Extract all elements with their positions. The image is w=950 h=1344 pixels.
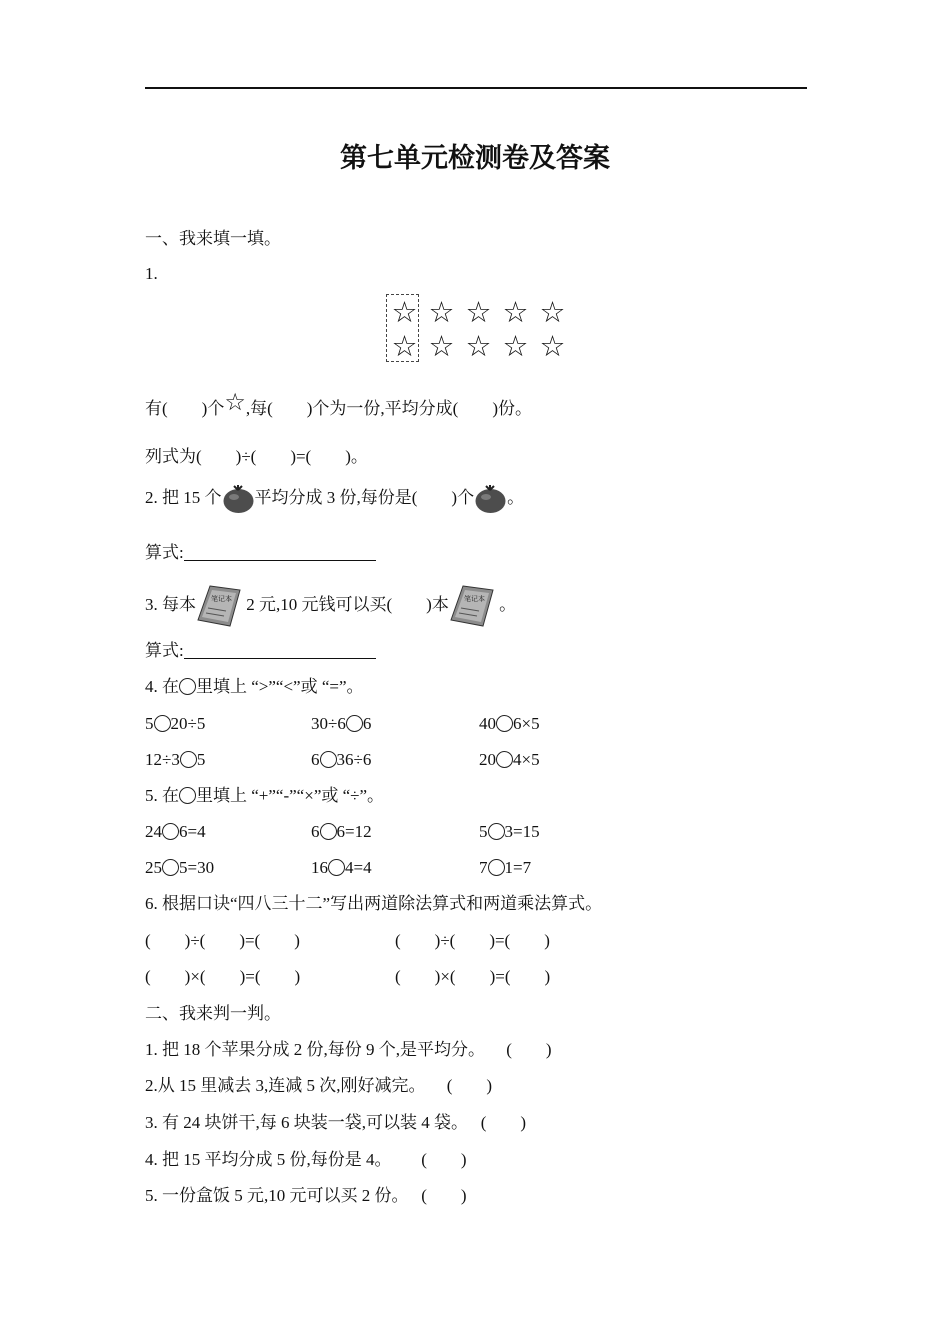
operator-blank[interactable] bbox=[162, 859, 179, 876]
q1-number: 1. bbox=[145, 264, 158, 283]
q4-left: 6 bbox=[311, 750, 320, 769]
q6-division-2[interactable]: ( )÷( )=( ) bbox=[395, 931, 550, 950]
operator-blank[interactable] bbox=[328, 859, 345, 876]
q5-right: 6=12 bbox=[336, 822, 372, 841]
q1-line2: 列式为( )÷( )=( )。 bbox=[145, 447, 368, 466]
q4-instruction bbox=[145, 678, 364, 695]
q1-line1-text-b: ,每( )个为一份,平均分成( )份。 bbox=[245, 399, 532, 418]
q5-left: 16 bbox=[311, 858, 328, 877]
q4-right: 4×5 bbox=[513, 750, 540, 769]
operator-blank[interactable] bbox=[320, 823, 337, 840]
q5-item bbox=[311, 823, 372, 840]
star-icon: ☆ bbox=[465, 329, 492, 363]
q4-item bbox=[311, 715, 371, 732]
section2-heading: 二、我来判一判。 bbox=[145, 1004, 281, 1023]
q4-left: 12÷3 bbox=[145, 750, 180, 769]
q5-instruction-a: 5. 在 bbox=[145, 786, 179, 805]
q4-right: 5 bbox=[196, 750, 206, 769]
q1-line1 bbox=[145, 390, 532, 417]
header-rule bbox=[145, 87, 807, 89]
q4-right: 6×5 bbox=[513, 714, 540, 733]
q4-left: 5 bbox=[145, 714, 154, 733]
q4-item bbox=[311, 751, 371, 768]
q4-left: 40 bbox=[479, 714, 496, 733]
star-icon: ☆ bbox=[539, 329, 566, 363]
q4-item bbox=[479, 751, 540, 768]
q4-left: 30÷6 bbox=[311, 714, 346, 733]
q5-item bbox=[479, 859, 531, 876]
q3-formula-label: 算式: bbox=[145, 641, 184, 660]
notebook-icon bbox=[196, 584, 242, 628]
judge-item[interactable]: 4. 把 15 平均分成 5 份,每份是 4。 ( ) bbox=[145, 1150, 467, 1169]
q6-instruction: 6. 根据口诀“四八三十二”写出两道除法算式和两道乘法算式。 bbox=[145, 894, 603, 913]
star-icon: ☆ bbox=[502, 295, 529, 329]
circle-blank-icon bbox=[179, 678, 196, 695]
q5-instruction bbox=[145, 787, 384, 804]
q5-item bbox=[311, 859, 372, 876]
q6-multiplication-1[interactable]: ( )×( )=( ) bbox=[145, 967, 301, 986]
compare-blank[interactable] bbox=[496, 715, 513, 732]
operator-blank[interactable] bbox=[488, 859, 505, 876]
circle-blank-icon bbox=[179, 787, 196, 804]
q5-left: 25 bbox=[145, 858, 162, 877]
q3-text-c: 。 bbox=[494, 595, 517, 614]
q4-item bbox=[145, 751, 205, 768]
q4-left: 20 bbox=[479, 750, 496, 769]
star-icon: ☆ bbox=[391, 329, 418, 363]
q4-item bbox=[145, 715, 205, 732]
q4-instruction-a: 4. 在 bbox=[145, 677, 179, 696]
q2-formula bbox=[145, 544, 376, 561]
judge-item[interactable]: 5. 一份盒饭 5 元,10 元可以买 2 份。 ( ) bbox=[145, 1186, 467, 1205]
compare-blank[interactable] bbox=[154, 715, 171, 732]
q4-instruction-b: 里填上 “>”“<”或 “=”。 bbox=[196, 677, 364, 696]
q5-item bbox=[145, 859, 214, 876]
q4-right: 20÷5 bbox=[170, 714, 206, 733]
answer-line[interactable] bbox=[184, 643, 376, 659]
answer-line[interactable] bbox=[184, 545, 376, 561]
q5-right: 4=4 bbox=[345, 858, 372, 877]
judge-item[interactable]: 1. 把 18 个苹果分成 2 份,每份 9 个,是平均分。 ( ) bbox=[145, 1040, 552, 1059]
compare-blank[interactable] bbox=[346, 715, 363, 732]
compare-blank[interactable] bbox=[320, 751, 337, 768]
notebook-icon bbox=[449, 584, 495, 628]
q5-instruction-b: 里填上 “+”“-”“×”或 “÷”。 bbox=[196, 786, 385, 805]
q6-division-1[interactable]: ( )÷( )=( ) bbox=[145, 931, 300, 950]
q5-right: 3=15 bbox=[504, 822, 540, 841]
tomato-icon bbox=[222, 484, 255, 514]
q2-formula-label: 算式: bbox=[145, 543, 184, 562]
q5-right: 5=30 bbox=[179, 858, 215, 877]
page-title: 第七单元检测卷及答案 bbox=[340, 143, 610, 174]
star-grid bbox=[386, 296, 571, 364]
q4-item bbox=[479, 715, 540, 732]
judge-item[interactable]: 2.从 15 里减去 3,连减 5 次,刚好减完。 ( ) bbox=[145, 1076, 493, 1095]
operator-blank[interactable] bbox=[488, 823, 505, 840]
operator-blank[interactable] bbox=[162, 823, 179, 840]
q5-left: 7 bbox=[479, 858, 488, 877]
q2-line bbox=[145, 480, 524, 516]
q5-left: 6 bbox=[311, 822, 320, 841]
star-icon: ☆ bbox=[428, 329, 455, 363]
q5-right: 1=7 bbox=[504, 858, 532, 877]
q5-item bbox=[145, 823, 206, 840]
q3-text-a: 3. 每本 bbox=[145, 595, 196, 614]
q4-right: 6 bbox=[362, 714, 372, 733]
q2-text-c: 。 bbox=[507, 488, 525, 507]
compare-blank[interactable] bbox=[496, 751, 513, 768]
star-icon: ☆ bbox=[391, 295, 418, 329]
tomato-icon bbox=[474, 484, 507, 514]
star-icon: ☆ bbox=[465, 295, 492, 329]
q4-right: 36÷6 bbox=[336, 750, 372, 769]
compare-blank[interactable] bbox=[180, 751, 197, 768]
notebook-label: 笔记本 bbox=[211, 595, 232, 604]
star-icon: ☆ bbox=[539, 295, 566, 329]
notebook-label: 笔记本 bbox=[463, 595, 485, 604]
star-icon: ☆ bbox=[224, 388, 246, 416]
q1-line1-text-a: 有( )个 bbox=[145, 399, 225, 418]
q6-multiplication-2[interactable]: ( )×( )=( ) bbox=[395, 967, 551, 986]
q3-formula bbox=[145, 642, 376, 659]
star-icon: ☆ bbox=[428, 295, 455, 329]
q5-left: 5 bbox=[479, 822, 488, 841]
q2-text-b: 平均分成 3 份,每份是( )个 bbox=[254, 488, 475, 507]
q5-left: 24 bbox=[145, 822, 162, 841]
q3-line bbox=[145, 580, 516, 630]
q2-text-a: 2. 把 15 个 bbox=[145, 488, 222, 507]
q5-right: 6=4 bbox=[179, 822, 206, 841]
q5-item bbox=[479, 823, 540, 840]
q3-text-b: 2 元,10 元钱可以买( )本 bbox=[242, 595, 449, 614]
section1-heading: 一、我来填一填。 bbox=[145, 229, 281, 248]
judge-item[interactable]: 3. 有 24 块饼干,每 6 块装一袋,可以装 4 袋。 ( ) bbox=[145, 1113, 527, 1132]
star-icon: ☆ bbox=[502, 329, 529, 363]
